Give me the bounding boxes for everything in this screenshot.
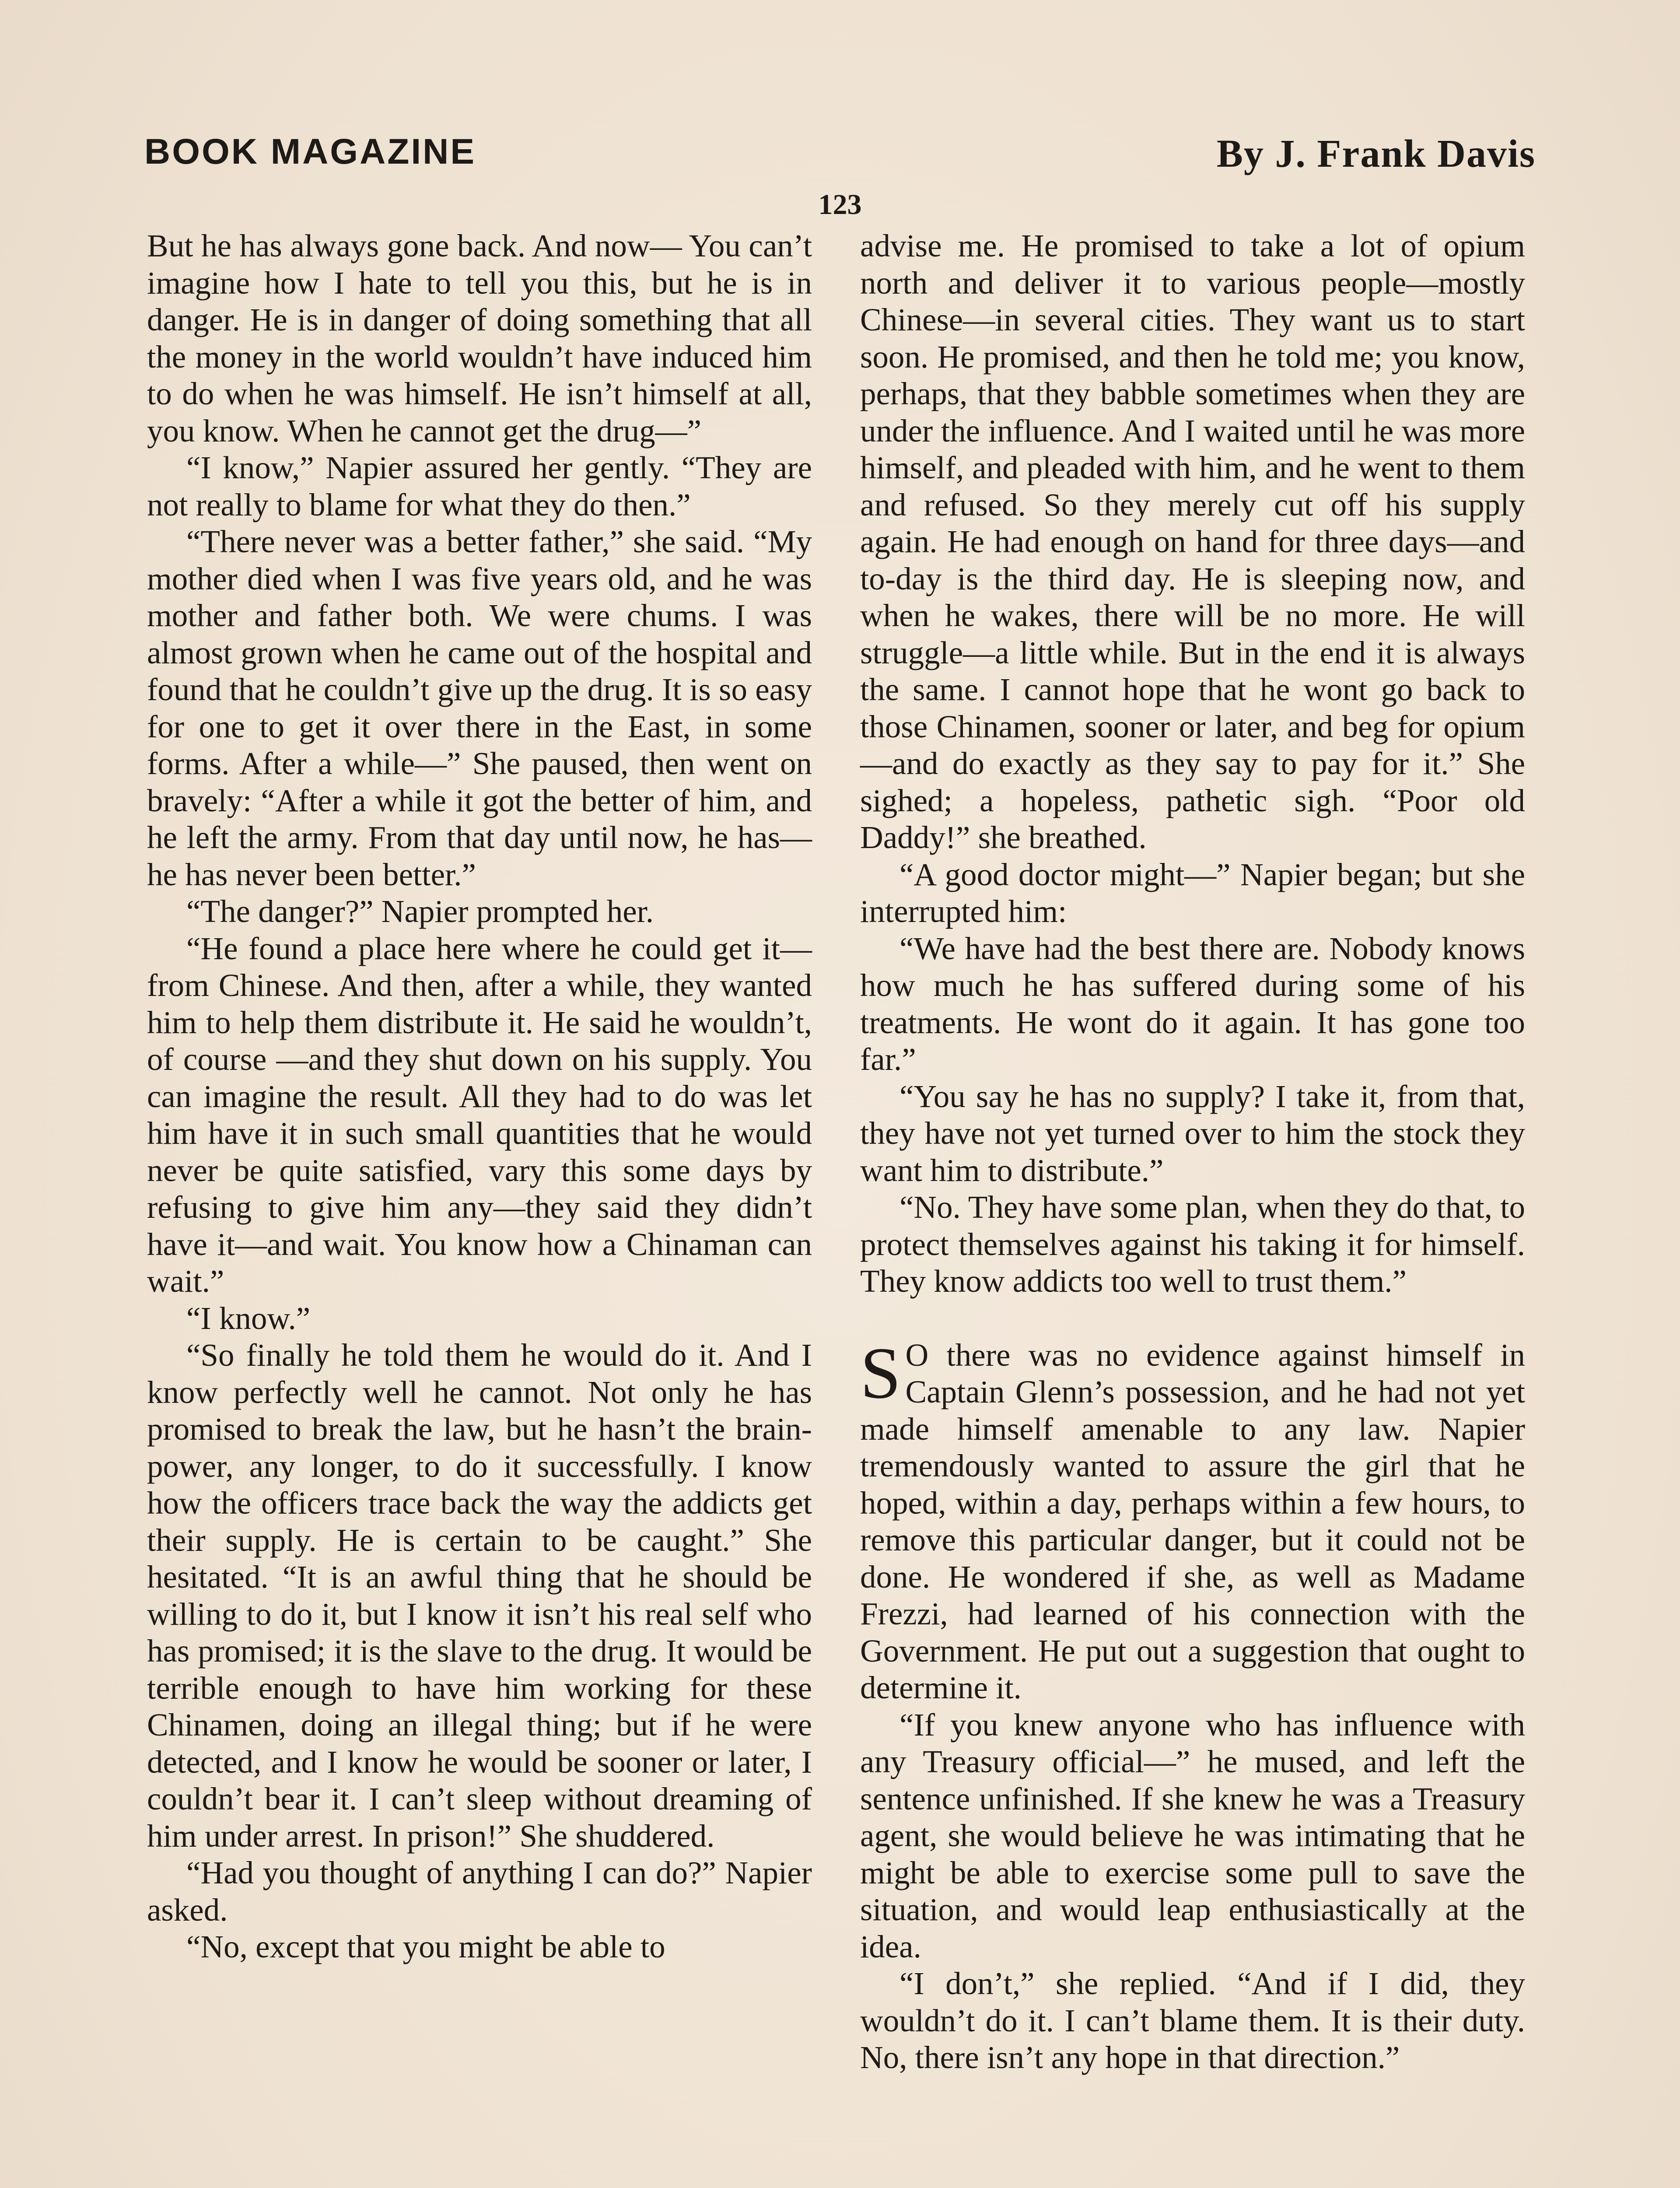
paragraph: “I know.”: [186, 1300, 311, 1336]
paragraph: “Had you thought of anything I can do?” Napier asked.: [147, 1855, 812, 1928]
paragraph: “There never was a better father,” she said. “My mother died when I was five years old, and he was mother and father both. We were chums. I was almost grown when he came out of the hospital and found that he couldn’t give up the drug. It is so easy for one to get it over there in the East, in some forms. After a while—” She paused, then went on bravely: “After a while it got the better of him, and he left the army. From that day until now, he has—he has never been better.”: [147, 524, 812, 892]
page-number: 123: [818, 189, 862, 221]
section-opening-text: O there was no evidence against himself in Captain Glenn’s possession, and he had not yet made himself amenable to any law. Napier tremendously wanted to assure the girl that he hoped, within a day, perhaps within a few hours, to remove this particular danger, but it could not be done. He wondered if she, as well as Madame Frezzi, had learned of his connection with the Government. He put out a suggestion that ought to determine it.: [860, 1337, 1525, 1705]
paragraph: “I don’t,” she replied. “And if I did, they wouldn’t do it. I can’t blame them. It is their duty. No, there isn’t any hope in that direction.”: [860, 1966, 1525, 2075]
paragraph: “A good doctor might—” Napier began; but she interrupted him:: [860, 856, 1525, 929]
author-byline: By J. Frank Davis: [1216, 132, 1536, 175]
publication-title: BOOK MAGAZINE: [144, 132, 476, 172]
paragraph: “If you knew anyone who has influence with any Treasury official—” he mused, and left the sentence unfinished. If she knew he was a Treasury agent, she would believe he was intimating that he might be able to exercise some pull to save the situation, and would leap enthusiastically at the idea.: [860, 1707, 1525, 1964]
paragraph: “So finally he told them he would do it. And I know perfectly well he cannot. Not only he has promised to break the law, but he hasn’t the brain-power, any longer, to do it successfully. I know how the officers trace back the way the addicts get their supply. He is certain to be caught.” She hesitated. “It is an awful thing that he should be willing to do it, but I know it isn’t his real self who has promised; it is the slave to the drug. It would be terrible enough to have him working for these Chinamen, doing an illegal thing; but if he were detected, and I know he would be sooner or later, I couldn’t bear it. I can’t sleep without dreaming of him under arrest. In prison!” She shuddered.: [147, 1337, 812, 1854]
paragraph: “No. They have some plan, when they do that, to protect themselves against his taking it for himself. They know addicts too well to trust them.”: [860, 1189, 1525, 1299]
paragraph: “We have had the best there are. Nobody knows how much he has suffered during some of his treatments. He wont do it again. It has gone too far.”: [860, 930, 1525, 1077]
paragraph: “No, except that you might be able to: [186, 1929, 665, 1964]
paragraph: But he has always gone back. And now— You can’t imagine how I hate to tell you this, but he is in danger. He is in danger of doing something that all the money in the world wouldn’t have induced him to do when he was himself. He isn’t himself at all, you know. When he cannot get the drug—”: [147, 228, 812, 449]
text-columns: [147, 228, 1534, 2188]
right-column: [860, 228, 1525, 2076]
paragraph: “The danger?” Napier prompted her.: [186, 894, 654, 929]
section-paragraphs: [860, 1707, 1525, 2076]
section-opening-paragraph: [860, 1332, 1525, 1707]
drop-cap: S: [860, 1332, 901, 1414]
paragraph: advise me. He promised to take a lot of opium north and deliver it to various people—mostly Chinese—in several cities. They want us to start soon. He promised, and then he told me; you know, perhaps, that they babble sometimes when they are under the influence. And I waited until he was more himself, and pleaded with him, and he went to them and refused. So they merely cut off his supply again. He had enough on hand for three days—and to-day is the third day. He is sleeping now, and when he wakes, there will be no more. He will struggle—a little while. But in the end it is always the same. I cannot hope that he wont go back to those Chinamen, sooner or later, and beg for opium—and do exactly as they say to pay for it.” She sighed; a hopeless, pathetic sigh. “Poor old Daddy!” she breathed.: [860, 228, 1525, 855]
right-column-paragraphs: [860, 228, 1525, 1300]
paragraph: “He found a place here where he could get it—from Chinese. And then, after a while, they wanted him to help them distribute it. He said he wouldn’t, of course —and they shut down on his supply. You can imagine the result. All they had to do was let him have it in such small quantities that he would never be quite satisfied, vary this some days by refusing to give him any—they said they didn’t have it—and wait. You know how a Chinaman can wait.”: [147, 930, 812, 1299]
running-header: [144, 131, 1536, 179]
paragraph: “You say he has no supply? I take it, from that, they have not yet turned over to him the stock they want him to distribute.”: [860, 1078, 1525, 1188]
paragraph: “I know,” Napier assured her gently. “They are not really to blame for what they do then.”: [147, 450, 812, 522]
left-column: [147, 228, 812, 1966]
